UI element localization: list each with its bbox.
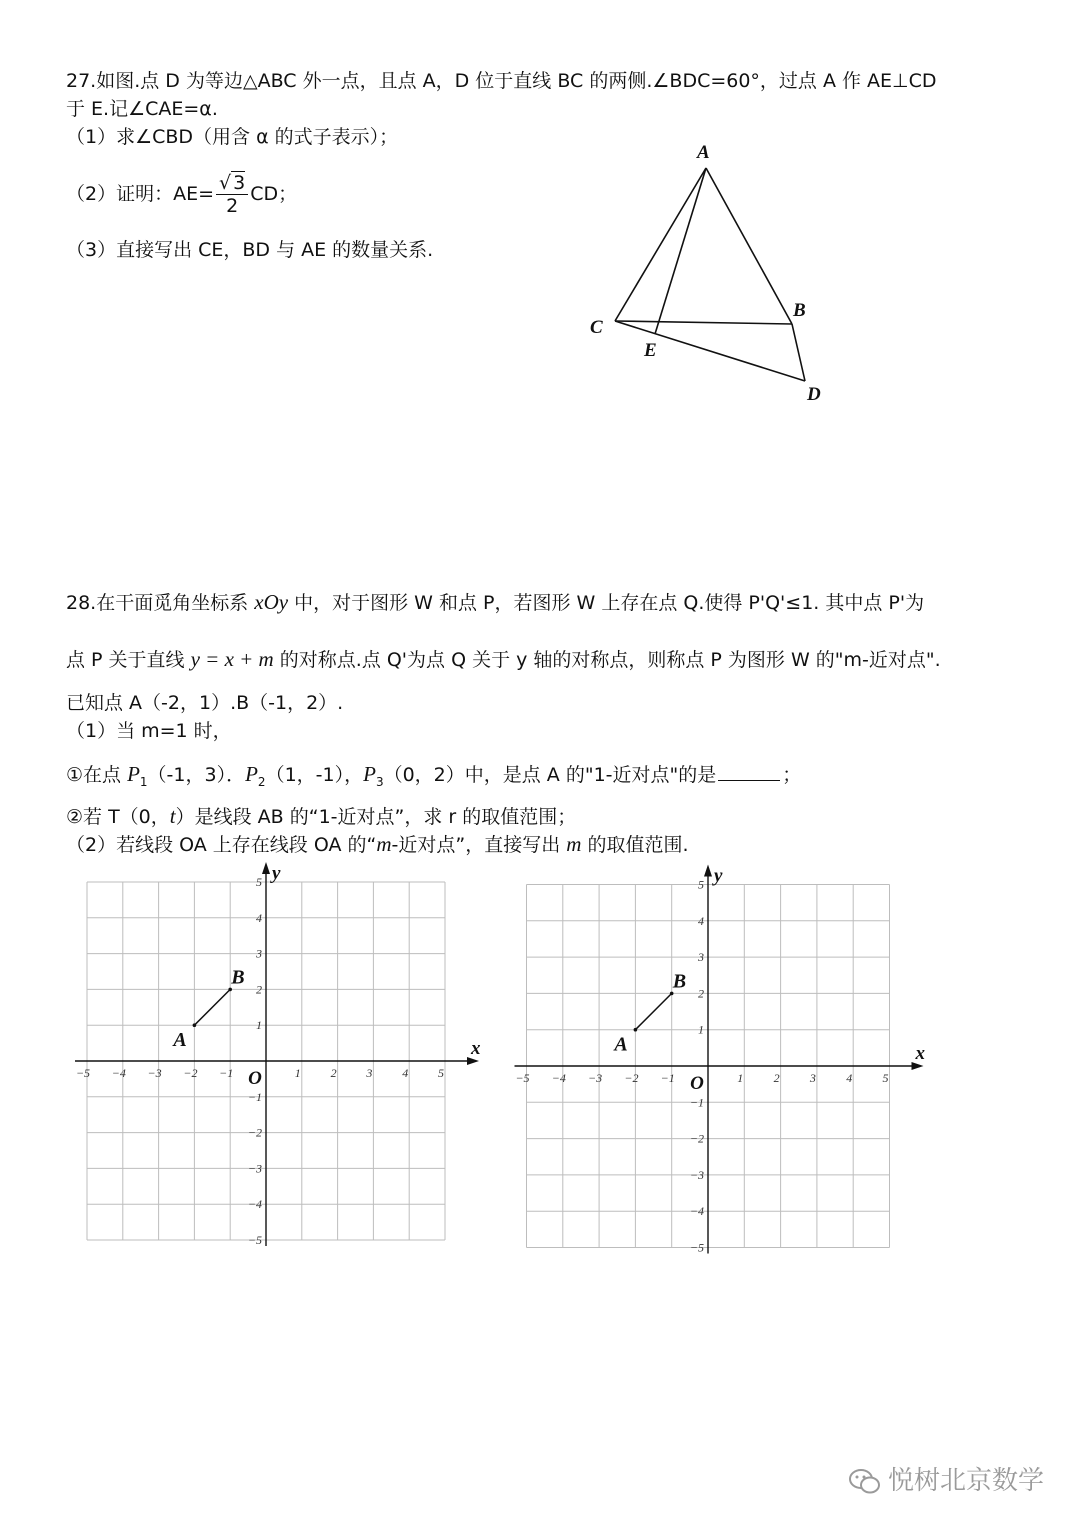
q28-sub1 — [66, 761, 801, 795]
q28-sub2-b: ）是线段 AB 的“1-近对点”，求 r 的取值范围； — [175, 806, 577, 828]
var-t: t — [169, 804, 176, 828]
x-tick-label: −3 — [147, 1066, 162, 1080]
segment-ac — [615, 168, 706, 321]
q27-line1: 27.如图.点 D 为等边△ABC 外一点，且点 A，D 位于直线 BC 的两侧.∠BDC=60°，过点 A 作 AE⊥CD — [66, 70, 937, 92]
coordinate-grid-left — [60, 860, 490, 1260]
y-axis-arrow — [704, 865, 712, 877]
var-m-2: m — [566, 832, 582, 856]
label-c: C — [590, 317, 603, 338]
q28-part2-b: -近对点”，直接写出 — [391, 834, 567, 856]
point-p3: P — [363, 762, 376, 786]
q27-line2: 于 E.记∠CAE=α. — [66, 98, 218, 120]
label-b: B — [793, 300, 806, 321]
fraction-denominator: 2 — [226, 195, 239, 217]
equation-y-x-m: y = x + m — [190, 647, 274, 671]
y-tick-label: 4 — [698, 913, 704, 928]
y-tick-label: 2 — [698, 986, 704, 1001]
p3-subscript: 3 — [375, 774, 384, 789]
label-d: D — [807, 384, 821, 405]
y-tick-label: 2 — [256, 982, 262, 997]
q28-line2-b: 的对称点.点 Q'为点 Q 关于 y 轴的对称点，则称点 P 为图形 W 的"m-近对点". — [273, 649, 941, 671]
q28-part2 — [66, 831, 689, 858]
q28-sub1-d: （0，2）中，是点 A 的"1-近对点"的是 — [383, 764, 717, 786]
x-tick-label: −1 — [660, 1071, 675, 1085]
y-tick-label: 3 — [256, 946, 262, 961]
q28-line3: 已知点 A（-2，1）.B（-1，2）. — [66, 692, 344, 714]
x-tick-label: 4 — [402, 1066, 409, 1080]
origin-label: O — [690, 1073, 704, 1094]
label-a: A — [697, 142, 710, 163]
q27-part2 — [66, 170, 297, 218]
x-tick-label: 5 — [438, 1066, 444, 1080]
x-tick-label: −4 — [551, 1071, 566, 1085]
q27-part2-suffix: CD； — [250, 183, 298, 205]
y-axis-label: y — [272, 863, 281, 884]
q27-part3: （3）直接写出 CE，BD 与 AE 的数量关系. — [66, 239, 434, 261]
x-tick-label: 3 — [809, 1071, 816, 1085]
p2-subscript: 2 — [257, 774, 266, 789]
q28-sub1-a: ①在点 — [66, 764, 128, 786]
q28-line2 — [66, 646, 941, 673]
x-tick-label: −2 — [183, 1066, 198, 1080]
x-tick-label: −5 — [515, 1071, 530, 1085]
point-a — [193, 1023, 197, 1027]
watermark-text: 悦树北京数学 — [887, 1466, 1044, 1496]
x-tick-label: 3 — [366, 1066, 373, 1080]
point-a-label: A — [173, 1029, 187, 1052]
y-tick-label: −2 — [689, 1131, 704, 1146]
x-tick-label: 1 — [737, 1071, 744, 1085]
y-axis-arrow — [262, 862, 270, 874]
y-tick-label: 1 — [698, 1022, 704, 1037]
watermark — [848, 1460, 1044, 1497]
y-tick-label: 5 — [698, 877, 704, 892]
y-tick-label: −2 — [247, 1125, 262, 1140]
fraction-numerator: 3 — [233, 172, 246, 194]
x-tick-label: −5 — [75, 1066, 91, 1080]
x-tick-label: −1 — [219, 1066, 234, 1080]
y-tick-label: −3 — [689, 1167, 704, 1182]
segment-ae — [655, 168, 706, 334]
y-tick-label: 4 — [256, 910, 262, 925]
y-tick-label: 1 — [256, 1018, 262, 1033]
segment-ab — [706, 168, 792, 324]
segment-bd — [792, 324, 805, 381]
wechat-icon — [848, 1467, 882, 1497]
y-tick-label: −4 — [689, 1204, 704, 1219]
y-tick-label: −5 — [247, 1233, 262, 1247]
x-tick-label: 2 — [773, 1071, 780, 1085]
q28-part2-c: 的取值范围. — [581, 834, 689, 856]
segment-cb — [615, 321, 792, 324]
q28-line2-a: 点 P 关于直线 — [66, 649, 191, 671]
q28-sub2 — [66, 803, 576, 830]
p1-subscript: 1 — [139, 774, 148, 789]
x-tick-label: 1 — [294, 1066, 301, 1080]
x-tick-label: 4 — [846, 1071, 853, 1085]
q28-part1: （1）当 m=1 时， — [66, 720, 232, 742]
coordinate-grid-right — [500, 862, 940, 1262]
q27-part1: （1）求∠CBD（用含 α 的式子表示）； — [66, 126, 399, 148]
segment-ab — [635, 993, 671, 1029]
y-tick-label: −4 — [247, 1197, 262, 1212]
point-p1: P — [127, 762, 140, 786]
q28-line1-a: 28.在干面觅角坐标系 — [66, 592, 255, 614]
y-tick-label: −1 — [689, 1095, 704, 1110]
x-tick-label: 5 — [882, 1071, 889, 1085]
q28-sub1-e: ； — [782, 764, 802, 786]
point-b-label: B — [231, 966, 245, 989]
sqrt3-over-2-fraction: $\frac{√ 3}{2}$ — [216, 172, 248, 217]
q28-sub1-c: （1，-1）， — [265, 764, 364, 786]
point-a — [634, 1028, 638, 1032]
var-xoy: xOy — [254, 590, 289, 614]
q28-line1 — [66, 589, 924, 616]
triangle-figure — [580, 135, 840, 410]
var-m: m — [376, 832, 392, 856]
y-tick-label: 3 — [698, 950, 704, 965]
q28-part2-a: （2）若线段 OA 上存在线段 OA 的“ — [66, 834, 377, 856]
y-tick-label: 5 — [256, 875, 262, 889]
x-axis-label: x — [471, 1038, 481, 1059]
answer-blank[interactable] — [718, 780, 780, 781]
x-tick-label: −4 — [111, 1066, 126, 1080]
x-tick-label: −3 — [588, 1071, 603, 1085]
q28-sub1-b: （-1，3）． — [147, 764, 246, 786]
q28-line1-b: 中，对于图形 W 和点 P，若图形 W 上存在点 Q.使得 P'Q'≤1. 其中点 P'为 — [288, 592, 925, 614]
origin-label: O — [248, 1068, 262, 1089]
y-axis-label: y — [714, 865, 723, 887]
y-tick-label: −1 — [247, 1089, 262, 1104]
q28-sub2-a: ②若 T（0， — [66, 806, 170, 828]
point-a-label: A — [614, 1033, 628, 1056]
label-e: E — [644, 340, 657, 361]
x-tick-label: −2 — [624, 1071, 639, 1085]
x-axis-label: x — [915, 1043, 925, 1064]
point-p2: P — [245, 762, 258, 786]
x-tick-label: 2 — [330, 1066, 337, 1080]
y-tick-label: −5 — [689, 1240, 704, 1255]
y-tick-label: −3 — [247, 1161, 262, 1176]
point-b-label: B — [672, 970, 687, 993]
segment-ab — [194, 989, 230, 1025]
q27-part2-prefix: （2）证明：AE= — [66, 183, 215, 205]
